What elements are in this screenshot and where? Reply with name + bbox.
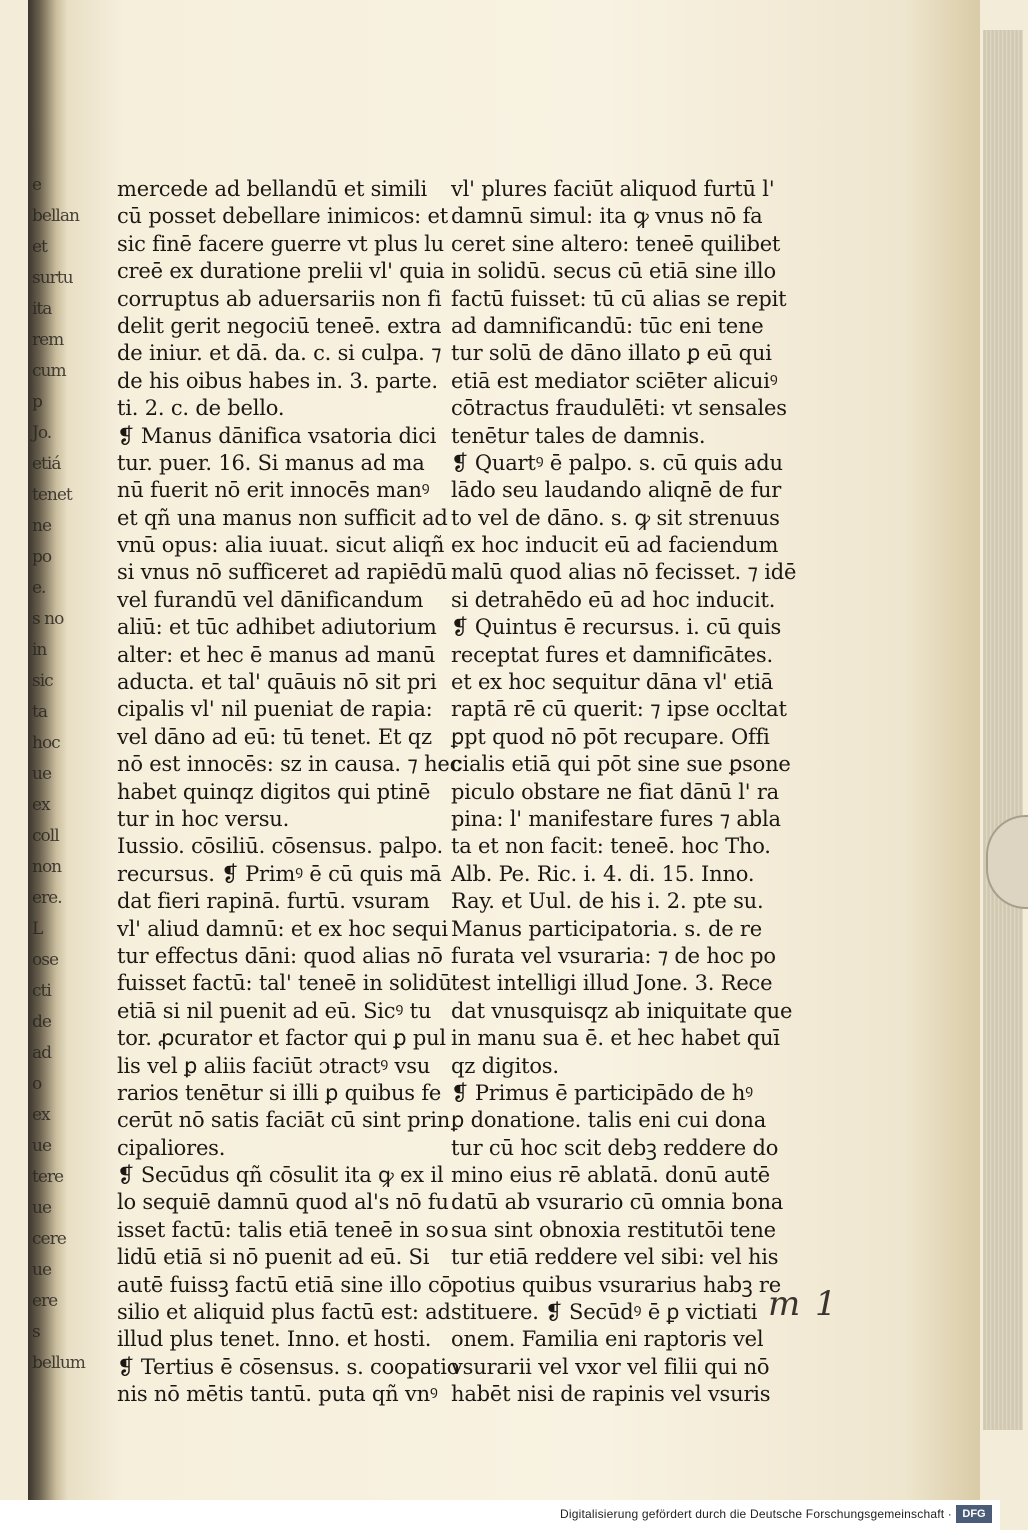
margin-fragment: Jo. bbox=[32, 423, 52, 443]
margin-fragment: s no bbox=[32, 609, 64, 629]
margin-fragment: ne po bbox=[32, 516, 52, 567]
text-line: habēt nisi de rapinis vel vsuris bbox=[451, 1382, 771, 1407]
text-line: ❡ Quintus ē recursus. i. cū quis bbox=[451, 615, 782, 640]
margin-fragment: ad bbox=[32, 1043, 52, 1063]
text-line: ꝑ donatione. talis eni cui dona bbox=[451, 1108, 767, 1133]
text-column-right bbox=[451, 176, 797, 1409]
text-line: vsurarii vel vxor vel filii qui nō bbox=[451, 1354, 770, 1379]
text-line: onem. Familia eni raptoris vel bbox=[451, 1327, 764, 1352]
text-line: ❡ Quartꝰ ē palpo. s. cū quis adu bbox=[451, 450, 783, 475]
text-line: nō est innocēs: sz in causa. ⁊ hec bbox=[117, 752, 462, 777]
margin-fragment: cere bbox=[32, 1229, 66, 1249]
text-line: receptat fures et damnificātes. bbox=[451, 642, 773, 667]
text-line: ❡ Manus dānifica vsatoria dici bbox=[117, 423, 437, 448]
text-line: ceret sine altero: teneē quilibet bbox=[451, 231, 781, 256]
margin-fragment: bellum bbox=[32, 1353, 85, 1373]
text-line: sic finē facere guerre vt plus lu bbox=[117, 231, 445, 256]
text-line: tenētur tales de damnis. bbox=[451, 423, 706, 448]
facing-page-fragments bbox=[32, 170, 85, 1373]
text-line: etiā est mediator sciēter alicuiꝰ bbox=[451, 368, 778, 393]
text-line: cū posset debellare inimicos: et bbox=[117, 204, 448, 229]
margin-fragment: ere. L bbox=[32, 888, 62, 939]
text-line: si detrahēdo eū ad hoc inducit. bbox=[451, 587, 776, 612]
text-line: illud plus tenet. Inno. et hosti. bbox=[117, 1327, 432, 1352]
text-line: Manus participatoria. s. de re bbox=[451, 916, 762, 941]
margin-fragment: cti bbox=[32, 981, 51, 1001]
text-line: etiā si nil puenit ad eū. Sicꝰ tu bbox=[117, 998, 432, 1023]
text-line: lidū etiā si nō puenit ad eū. Si bbox=[117, 1245, 430, 1270]
text-line: lādo seu laudando aliqnē de fur bbox=[451, 478, 782, 503]
text-line: fuisset factū: tal' teneē in solidū bbox=[117, 971, 452, 996]
text-line: cipaliores. bbox=[117, 1135, 226, 1160]
text-line: aducta. et tal' quāuis nō sit pri bbox=[117, 670, 437, 695]
text-line: alter: et hec ē manus ad manū bbox=[117, 642, 436, 667]
text-line: ❡ Tertius ē cōsensus. s. coopatio bbox=[117, 1354, 460, 1379]
margin-fragment: ue bbox=[32, 1198, 52, 1218]
text-line: dat vnusquisqz ab iniquitate que bbox=[451, 998, 793, 1023]
text-line: Iussio. cōsiliū. cōsensus. palpo. bbox=[117, 834, 443, 859]
text-line: cialis etiā qui pōt sine sue ꝑsone bbox=[451, 752, 791, 777]
text-line: corruptus ab aduersariis non fi bbox=[117, 286, 442, 311]
text-line: datū ab vsurario cū omnia bona bbox=[451, 1190, 784, 1215]
margin-fragment: de bbox=[32, 1012, 51, 1032]
text-line: dat fieri rapinā. furtū. vsuram bbox=[117, 889, 430, 914]
text-line: test intelligi illud Jone. 3. Rece bbox=[451, 971, 773, 996]
handwritten-folio-mark: m 1 bbox=[768, 1284, 839, 1324]
text-line: raptā rē cū querit: ⁊ ipse occltat bbox=[451, 697, 787, 722]
text-line: de iniur. et dā. da. c. si culpa. ⁊ bbox=[117, 341, 442, 366]
text-line: qz digitos. bbox=[451, 1053, 559, 1078]
margin-fragment: et surtu bbox=[32, 237, 73, 288]
text-line: in solidū. secus cū etiā sine illo bbox=[451, 259, 776, 284]
text-line: si vnus nō sufficeret ad rapiēdū bbox=[117, 560, 448, 585]
text-line: Alb. Pe. Ric. i. 4. di. 15. Inno. bbox=[451, 861, 755, 886]
text-line: ti. 2. c. de bello. bbox=[117, 396, 285, 421]
text-line: sua sint obnoxia restitutōi tene bbox=[451, 1217, 776, 1242]
text-line: tur. puer. 16. Si manus ad ma bbox=[117, 450, 425, 475]
margin-fragment: ere bbox=[32, 1291, 58, 1311]
text-line: tur effectus dāni: quod alias nō bbox=[117, 943, 443, 968]
margin-fragment: ex bbox=[32, 1105, 50, 1125]
text-line: et qñ una manus non sufficit ad bbox=[117, 505, 448, 530]
text-line: vl' plures faciūt aliquod furtū l' bbox=[451, 177, 775, 201]
margin-fragment: sic bbox=[32, 671, 53, 691]
margin-fragment: cum p bbox=[32, 361, 66, 412]
dfg-logo: DFG bbox=[956, 1505, 992, 1523]
text-line: tor. ꝓcurator et factor qui ꝑ pul bbox=[117, 1026, 446, 1051]
footer-bar bbox=[0, 1500, 1000, 1530]
facing-page-edge bbox=[28, 0, 85, 1500]
text-line: piculo obstare ne fiat dānū l' ra bbox=[451, 779, 780, 804]
margin-fragment: hoc bbox=[32, 733, 60, 753]
text-line: ta et non facit: teneē. hoc Tho. bbox=[451, 834, 771, 859]
margin-fragment: ue bbox=[32, 1260, 52, 1280]
text-line: malū quod alias nō fecisset. ⁊ idē bbox=[451, 560, 797, 585]
margin-fragment: non bbox=[32, 857, 62, 877]
text-line: lo sequiē damnū quod al's nō fu bbox=[117, 1190, 449, 1215]
margin-fragment: ue ex bbox=[32, 764, 52, 815]
text-line: nū fuerit nō erit innocēs manꝰ bbox=[117, 478, 430, 503]
text-line: mercede ad bellandū et simili bbox=[117, 177, 428, 201]
text-line: cōtractus fraudulēti: vt sensales bbox=[451, 396, 787, 421]
text-line: habet quinqz digitos qui ptinē bbox=[117, 779, 431, 804]
text-line: ad damnificandū: tūc eni tene bbox=[451, 313, 764, 338]
text-line: tur in hoc versu. bbox=[117, 806, 290, 831]
text-column-left bbox=[117, 176, 462, 1409]
text-line: lis vel ꝑ aliis faciūt ɔtractꝰ vsu bbox=[117, 1053, 431, 1078]
text-line: silio et aliquid plus factū est: ad bbox=[117, 1300, 451, 1325]
text-line: ❡ Secūdus qñ cōsulit ita ꝙ ex il bbox=[117, 1163, 444, 1188]
text-line: vel dāno ad eū: tū tenet. Et qz bbox=[117, 724, 432, 749]
text-line: to vel de dāno. s. ꝙ sit strenuus bbox=[451, 505, 780, 530]
text-line: pina: l' manifestare fures ⁊ abla bbox=[451, 806, 781, 831]
margin-fragment: tenet bbox=[32, 485, 72, 505]
text-line: tur cū hoc scit debꝫ reddere do bbox=[451, 1135, 779, 1160]
text-line: autē fuissꝫ factū etiā sine illo cō bbox=[117, 1272, 453, 1297]
text-line: furata vel vsuraria: ⁊ de hoc po bbox=[451, 943, 776, 968]
margin-fragment: ta bbox=[32, 702, 47, 722]
text-line: mino eius rē ablatā. donū autē bbox=[451, 1163, 770, 1188]
text-line: de his oibus habes in. 3. parte. bbox=[117, 368, 438, 393]
text-line: factū fuisset: tū cū alias se repit bbox=[451, 286, 787, 311]
text-line: nis nō mētis tantū. puta qñ vnꝰ bbox=[117, 1382, 438, 1407]
margin-fragment: tere bbox=[32, 1167, 64, 1187]
margin-fragment: s bbox=[32, 1322, 40, 1342]
text-line: ꝑpt quod nō pōt recupare. Offi bbox=[451, 724, 770, 749]
text-line: rarios tenētur si illi ꝑ quibus fe bbox=[117, 1080, 442, 1105]
text-line: damnū simul: ita ꝙ vnus nō fa bbox=[451, 204, 763, 229]
text-line: isset factū: talis etiā teneē in so bbox=[117, 1217, 449, 1242]
text-line: vnū opus: alia iuuat. sicut aliqñ bbox=[117, 533, 445, 558]
text-line: ex hoc inducit eū ad faciendum bbox=[451, 533, 779, 558]
footer-credit: Digitalisierung gefördert durch die Deutsche Forschungsgemeinschaft · bbox=[560, 1507, 952, 1521]
text-line: Ray. et Uul. de his i. 2. pte su. bbox=[451, 889, 764, 914]
text-line: ❡ Primus ē participādo de hꝰ bbox=[451, 1080, 754, 1105]
margin-fragment: o bbox=[32, 1074, 42, 1094]
page-fore-edge bbox=[983, 30, 1023, 1430]
margin-fragment: in bbox=[32, 640, 47, 660]
text-line: cerūt nō satis faciāt cū sint prin bbox=[117, 1108, 451, 1133]
text-line: in manu sua ē. et hec habet quī bbox=[451, 1026, 780, 1051]
text-line: tur etiā reddere vel sibi: vel his bbox=[451, 1245, 779, 1270]
margin-fragment: coll bbox=[32, 826, 59, 846]
text-line: aliū: et tūc adhibet adiutorium bbox=[117, 615, 437, 640]
margin-fragment: e. bbox=[32, 578, 46, 598]
margin-fragment: ose bbox=[32, 950, 59, 970]
margin-fragment: etiá bbox=[32, 454, 61, 474]
text-line: tur solū de dāno illato ꝑ eū qui bbox=[451, 341, 772, 366]
margin-fragment: e bellan bbox=[32, 175, 79, 226]
text-line: vl' aliud damnū: et ex hoc sequi bbox=[117, 916, 448, 941]
text-line: potius quibus vsurarius habꝫ re bbox=[451, 1272, 781, 1297]
margin-fragment: ita rem bbox=[32, 299, 64, 350]
text-line: et ex hoc sequitur dāna vl' etiā bbox=[451, 670, 774, 695]
text-line: vel furandū vel dānificandum bbox=[117, 587, 424, 612]
text-line: delit gerit negociū teneē. extra bbox=[117, 313, 442, 338]
text-line: cipalis vl' nil pueniat de rapia: bbox=[117, 697, 433, 722]
text-line: recursus. ❡ Primꝰ ē cū quis mā bbox=[117, 861, 442, 886]
text-line: stituere. ❡ Secūdꝰ ē ꝑ victiati bbox=[451, 1300, 758, 1325]
text-line: creē ex duratione prelii vl' quia bbox=[117, 259, 445, 284]
margin-fragment: ue bbox=[32, 1136, 52, 1156]
